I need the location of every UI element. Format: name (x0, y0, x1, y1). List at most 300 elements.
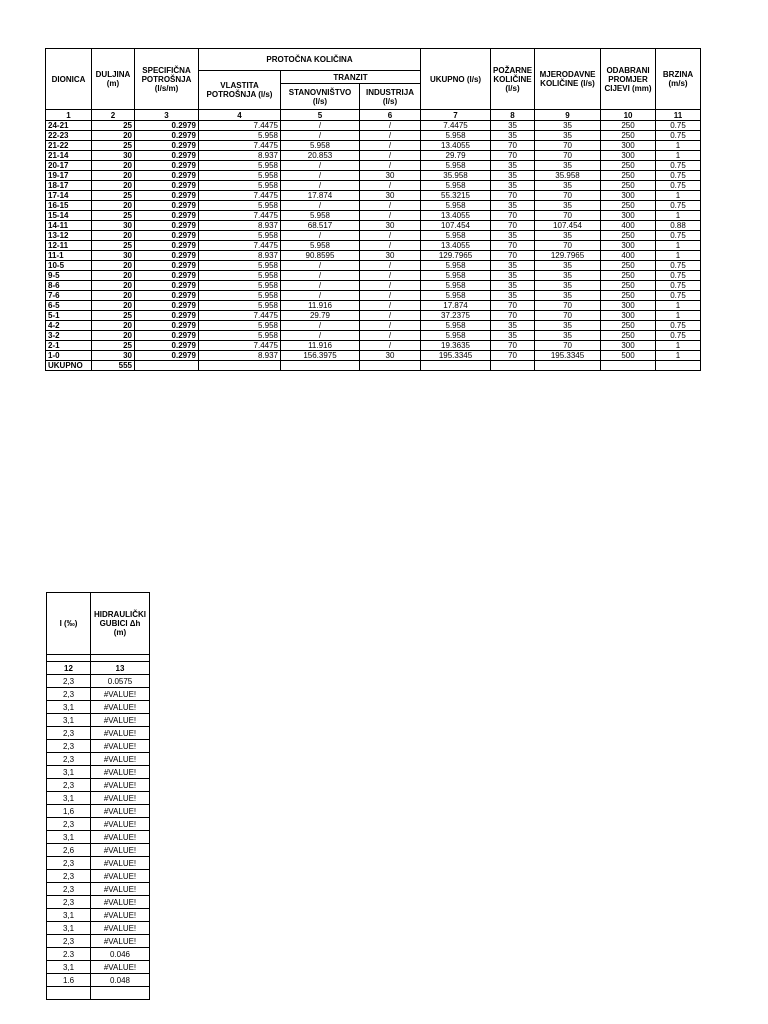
table-cell: 250 (601, 131, 656, 141)
table-cell: 0.75 (656, 181, 701, 191)
column-number: 4 (199, 110, 281, 121)
table-cell: 0.2979 (135, 121, 199, 131)
table-cell: 250 (601, 181, 656, 191)
table-cell: / (360, 121, 421, 131)
table-cell: 20 (92, 271, 135, 281)
table-cell: 2.3 (47, 948, 91, 961)
table-cell: 70 (491, 151, 535, 161)
empty-cell (360, 361, 421, 371)
table-cell: 3-2 (46, 331, 92, 341)
table-cell: 30 (92, 251, 135, 261)
table-cell: 11.916 (281, 341, 360, 351)
table-row (47, 701, 150, 714)
table-cell: 35 (535, 281, 601, 291)
empty-cell (47, 987, 91, 1000)
table-cell: / (281, 331, 360, 341)
table-cell: 70 (491, 251, 535, 261)
table-cell: / (281, 261, 360, 271)
table-cell: 107.454 (535, 221, 601, 231)
total-label: UKUPNO (46, 361, 92, 371)
table-cell: 250 (601, 281, 656, 291)
table-cell: 70 (535, 241, 601, 251)
table-cell: / (360, 261, 421, 271)
header-specificna: SPECIFIČNA POTROŠNJA (l/s/m) (135, 49, 199, 110)
table-cell: 70 (535, 141, 601, 151)
header-duljina: DULJINA (m) (92, 49, 135, 110)
table-cell: 12-11 (46, 241, 92, 251)
table-row (47, 766, 150, 779)
table-cell: 20 (92, 181, 135, 191)
table-row (46, 231, 701, 241)
table-cell: 68.517 (281, 221, 360, 231)
table-cell: 35 (535, 271, 601, 281)
table-row (46, 261, 701, 271)
table-cell: 35 (535, 131, 601, 141)
table-cell: 30 (92, 221, 135, 231)
table-cell: 55.3215 (421, 191, 491, 201)
table-cell: 250 (601, 331, 656, 341)
column-number: 7 (421, 110, 491, 121)
table-cell: 35 (535, 181, 601, 191)
table-cell: 35 (491, 271, 535, 281)
table-row (46, 251, 701, 261)
table-cell: 14-11 (46, 221, 92, 231)
table-cell: 156.3975 (281, 351, 360, 361)
table-cell: / (360, 161, 421, 171)
table-row (46, 341, 701, 351)
table-cell: 30 (360, 191, 421, 201)
table-cell: 1.6 (47, 974, 91, 987)
table-cell: 300 (601, 301, 656, 311)
table-cell: 5.958 (421, 281, 491, 291)
table-cell: 129.7965 (535, 251, 601, 261)
empty-cell (199, 361, 281, 371)
table-cell: 0.2979 (135, 211, 199, 221)
table-cell: 0.75 (656, 201, 701, 211)
table-cell: 35 (491, 261, 535, 271)
table-cell: 300 (601, 211, 656, 221)
empty-cell (656, 361, 701, 371)
column-number: 8 (491, 110, 535, 121)
empty-cell (421, 361, 491, 371)
table-row (46, 151, 701, 161)
table-cell: 5.958 (421, 161, 491, 171)
table-cell: 9-5 (46, 271, 92, 281)
table-cell: 3,1 (47, 714, 91, 727)
table-cell: 0.75 (656, 291, 701, 301)
table-cell: 20 (92, 301, 135, 311)
table-cell: 3,1 (47, 766, 91, 779)
empty-row (47, 987, 150, 1000)
table-cell: 35 (535, 201, 601, 211)
table-cell: 70 (491, 221, 535, 231)
table-cell: / (281, 161, 360, 171)
table-cell: 2,3 (47, 883, 91, 896)
table-cell: 1 (656, 191, 701, 201)
table-cell: #VALUE! (91, 896, 150, 909)
table-cell: 7.4475 (199, 141, 281, 151)
table-cell: 0.046 (91, 948, 150, 961)
table-row (47, 714, 150, 727)
table-cell: 1 (656, 311, 701, 321)
table-cell: 19.3635 (421, 341, 491, 351)
table-cell: 5.958 (199, 281, 281, 291)
table-cell: 70 (535, 311, 601, 321)
table-cell: 0.2979 (135, 261, 199, 271)
table-row (46, 281, 701, 291)
table-cell: 35 (535, 121, 601, 131)
table-cell: 70 (491, 141, 535, 151)
table-cell: 35 (491, 131, 535, 141)
table-cell: 5.958 (421, 271, 491, 281)
column-number: 13 (91, 662, 150, 675)
table-row (46, 191, 701, 201)
column-number: 2 (92, 110, 135, 121)
table-row (46, 291, 701, 301)
empty-cell (47, 655, 91, 662)
table-cell: #VALUE! (91, 831, 150, 844)
table-cell: 70 (491, 301, 535, 311)
empty-cell (491, 361, 535, 371)
table-cell: 250 (601, 231, 656, 241)
table-cell: 5.958 (199, 301, 281, 311)
table-cell: 2-1 (46, 341, 92, 351)
table-cell: / (360, 141, 421, 151)
table-cell: 7.4475 (199, 341, 281, 351)
table-cell: 5.958 (199, 181, 281, 191)
table-cell: 17-14 (46, 191, 92, 201)
table-cell: 35 (491, 281, 535, 291)
empty-cell (601, 361, 656, 371)
table-row (47, 974, 150, 987)
table-cell: 129.7965 (421, 251, 491, 261)
spacer-row (47, 655, 150, 662)
table-cell: 0.2979 (135, 241, 199, 251)
table-cell: 3,1 (47, 922, 91, 935)
table-cell: 30 (92, 151, 135, 161)
table-cell: 35 (491, 321, 535, 331)
table-cell: / (360, 291, 421, 301)
table-cell: 35 (535, 321, 601, 331)
table-cell: 2,3 (47, 688, 91, 701)
table-cell: 5.958 (199, 331, 281, 341)
table-cell: 5.958 (421, 321, 491, 331)
table-cell: / (360, 331, 421, 341)
table-cell: 70 (491, 211, 535, 221)
column-number-row (46, 110, 701, 121)
table-row (46, 221, 701, 231)
table-cell: 0.2979 (135, 151, 199, 161)
table-cell: / (281, 181, 360, 191)
table-cell: 0.75 (656, 121, 701, 131)
table-cell: / (281, 291, 360, 301)
table-cell: 16-15 (46, 201, 92, 211)
table-cell: 30 (360, 351, 421, 361)
table-cell: 0.2979 (135, 301, 199, 311)
empty-cell (91, 655, 150, 662)
table-cell: 0.75 (656, 231, 701, 241)
table-cell: 35 (491, 121, 535, 131)
table-cell: 5.958 (281, 211, 360, 221)
table-row (47, 844, 150, 857)
table-cell: 35 (491, 291, 535, 301)
table-cell: / (360, 241, 421, 251)
table-cell: 5.958 (199, 161, 281, 171)
table-cell: 2,6 (47, 844, 91, 857)
table-cell: 0.75 (656, 261, 701, 271)
table-cell: #VALUE! (91, 753, 150, 766)
table-cell: 250 (601, 261, 656, 271)
table-cell: 1 (656, 301, 701, 311)
table-cell: 35 (535, 161, 601, 171)
table-cell: 400 (601, 221, 656, 231)
table-cell: 30 (360, 221, 421, 231)
table-cell: 2,3 (47, 753, 91, 766)
table-cell: 5-1 (46, 311, 92, 321)
table-row (46, 141, 701, 151)
table-cell: / (360, 211, 421, 221)
table-cell: 17.874 (421, 301, 491, 311)
table-cell: 5.958 (199, 171, 281, 181)
table-cell: 35 (535, 331, 601, 341)
table-cell: 1 (656, 341, 701, 351)
table-row (47, 818, 150, 831)
table-cell: / (281, 171, 360, 181)
table-cell: 8-6 (46, 281, 92, 291)
table-cell: 90.8595 (281, 251, 360, 261)
table-cell: 35 (491, 201, 535, 211)
table-cell: 5.958 (421, 231, 491, 241)
table-cell: 1 (656, 141, 701, 151)
table-cell: 250 (601, 201, 656, 211)
header-gradient: I (‰) (47, 593, 91, 655)
table-cell: 2,3 (47, 727, 91, 740)
table-cell: #VALUE! (91, 766, 150, 779)
table-cell: 10-5 (46, 261, 92, 271)
empty-cell (91, 987, 150, 1000)
table-cell: 0.2979 (135, 131, 199, 141)
table-cell: 0.0575 (91, 675, 150, 688)
header-ukupno: UKUPNO (l/s) (421, 49, 491, 110)
table-cell: / (360, 201, 421, 211)
table-cell: 20.853 (281, 151, 360, 161)
table-cell: 13.4055 (421, 241, 491, 251)
column-number: 5 (281, 110, 360, 121)
table-cell: #VALUE! (91, 844, 150, 857)
table-cell: 3,1 (47, 909, 91, 922)
table-cell: #VALUE! (91, 883, 150, 896)
table-row (46, 211, 701, 221)
table-cell: 0.2979 (135, 251, 199, 261)
table-row (47, 688, 150, 701)
table-cell: 1 (656, 151, 701, 161)
table-cell: 20 (92, 291, 135, 301)
table-cell: 1 (656, 251, 701, 261)
table-cell: 300 (601, 191, 656, 201)
table-cell: 70 (535, 301, 601, 311)
table-cell: 24-21 (46, 121, 92, 131)
table-cell: 5.958 (421, 181, 491, 191)
table-cell: 1 (656, 351, 701, 361)
table-cell: 7.4475 (421, 121, 491, 131)
header-protocna: PROTOČNA KOLIČINA (199, 49, 421, 71)
table-cell: / (360, 311, 421, 321)
column-number: 11 (656, 110, 701, 121)
table-row (46, 241, 701, 251)
table-cell: #VALUE! (91, 688, 150, 701)
table-row (47, 805, 150, 818)
table-cell: 70 (491, 341, 535, 351)
table-row (46, 131, 701, 141)
table-cell: / (281, 321, 360, 331)
table-row (46, 171, 701, 181)
table-cell: 1 (656, 241, 701, 251)
table-cell: 70 (491, 311, 535, 321)
total-row (46, 361, 701, 371)
table-cell: 11-1 (46, 251, 92, 261)
table-cell: 8.937 (199, 221, 281, 231)
table-cell: #VALUE! (91, 922, 150, 935)
column-number: 12 (47, 662, 91, 675)
table-cell: 0.75 (656, 161, 701, 171)
header-stanovnistvo: STANOVNIŠTVO (l/s) (281, 84, 360, 110)
table-cell: 195.3345 (535, 351, 601, 361)
table-cell: #VALUE! (91, 805, 150, 818)
header-pozarne: POŽARNE KOLIČINE (l/s) (491, 49, 535, 110)
table-row (47, 909, 150, 922)
table-cell: 8.937 (199, 351, 281, 361)
table-cell: 25 (92, 191, 135, 201)
table-cell: 5.958 (199, 131, 281, 141)
column-number: 6 (360, 110, 421, 121)
table-cell: / (281, 271, 360, 281)
table-cell: 250 (601, 121, 656, 131)
table-row (47, 883, 150, 896)
table-cell: #VALUE! (91, 857, 150, 870)
table-cell: #VALUE! (91, 714, 150, 727)
table-cell: 5.958 (199, 321, 281, 331)
table-cell: 0.2979 (135, 331, 199, 341)
table-cell: 195.3345 (421, 351, 491, 361)
table-cell: / (360, 301, 421, 311)
table-cell: 0.2979 (135, 141, 199, 151)
table-cell: 20 (92, 171, 135, 181)
table-cell: / (360, 131, 421, 141)
table-cell: 250 (601, 291, 656, 301)
table-cell: / (360, 321, 421, 331)
column-number: 10 (601, 110, 656, 121)
table-cell: 1 (656, 211, 701, 221)
table-cell: 0.75 (656, 331, 701, 341)
table-cell: #VALUE! (91, 818, 150, 831)
table-cell: 5.958 (421, 331, 491, 341)
table-cell: 0.2979 (135, 171, 199, 181)
table-cell: 5.958 (199, 231, 281, 241)
table-cell: 0.2979 (135, 231, 199, 241)
table-cell: 21-22 (46, 141, 92, 151)
table-cell: #VALUE! (91, 727, 150, 740)
table-row (47, 935, 150, 948)
table-cell: 0.048 (91, 974, 150, 987)
table-cell: 5.958 (281, 141, 360, 151)
table-row (47, 727, 150, 740)
table-cell: 0.2979 (135, 351, 199, 361)
table-cell: 2,3 (47, 896, 91, 909)
table-cell: 30 (360, 171, 421, 181)
table-cell: / (360, 181, 421, 191)
table-cell: 3,1 (47, 961, 91, 974)
table-cell: 0.2979 (135, 161, 199, 171)
table-row (46, 121, 701, 131)
table-row (47, 779, 150, 792)
table-cell: #VALUE! (91, 701, 150, 714)
table-cell: 250 (601, 161, 656, 171)
table-cell: 13-12 (46, 231, 92, 241)
table-cell: 13.4055 (421, 141, 491, 151)
table-cell: 7.4475 (199, 121, 281, 131)
table-cell: 107.454 (421, 221, 491, 231)
table-row (47, 792, 150, 805)
column-number-row (47, 662, 150, 675)
table-cell: 20 (92, 321, 135, 331)
table-row (47, 961, 150, 974)
table-row (46, 271, 701, 281)
table-cell: 2,3 (47, 740, 91, 753)
table-cell: 250 (601, 171, 656, 181)
table-cell: 5.958 (421, 201, 491, 211)
table-cell: 5.958 (421, 291, 491, 301)
table-cell: 5.958 (421, 261, 491, 271)
table-cell: / (360, 271, 421, 281)
table-cell: 5.958 (281, 241, 360, 251)
table-cell: 5.958 (199, 261, 281, 271)
table-cell: 70 (535, 191, 601, 201)
table-cell: 0.2979 (135, 271, 199, 281)
table-cell: 300 (601, 341, 656, 351)
table-cell: 3,1 (47, 831, 91, 844)
table-cell: 250 (601, 321, 656, 331)
empty-cell (281, 361, 360, 371)
table-cell: 20 (92, 281, 135, 291)
table-cell: 400 (601, 251, 656, 261)
flow-calculation-table (45, 48, 701, 371)
table-cell: 30 (92, 351, 135, 361)
table-cell: 5.958 (199, 271, 281, 281)
table-cell: / (281, 131, 360, 141)
table-cell: / (281, 121, 360, 131)
table-row (46, 321, 701, 331)
table-cell: 0.75 (656, 281, 701, 291)
table-cell: 2,3 (47, 779, 91, 792)
table-cell: 5.958 (421, 131, 491, 141)
table-cell: 70 (491, 191, 535, 201)
table-cell: 17.874 (281, 191, 360, 201)
hydraulic-loss-table (46, 592, 150, 1000)
table-row (46, 181, 701, 191)
table-cell: 0.2979 (135, 191, 199, 201)
table-cell: 25 (92, 311, 135, 321)
table-cell: 35 (535, 231, 601, 241)
table-row (46, 201, 701, 211)
table-cell: / (360, 341, 421, 351)
table-cell: 1,6 (47, 805, 91, 818)
table-cell: #VALUE! (91, 792, 150, 805)
table-cell: 20 (92, 261, 135, 271)
table-cell: 29.79 (281, 311, 360, 321)
table-cell: 3,1 (47, 701, 91, 714)
table-row (47, 753, 150, 766)
table-cell: 3,1 (47, 792, 91, 805)
